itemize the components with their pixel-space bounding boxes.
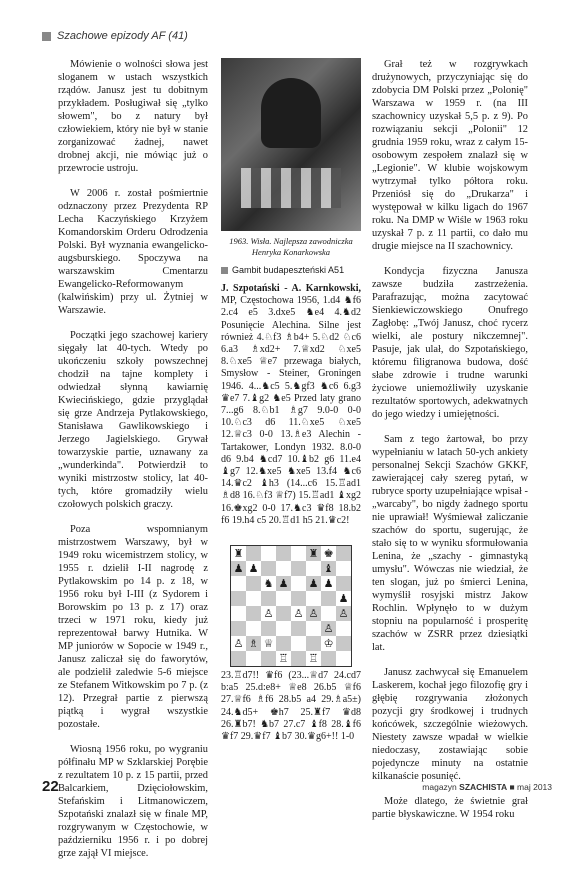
page-number: 22 [42, 778, 59, 795]
board-square: ♖ [278, 652, 289, 665]
paragraph: Sam z tego żartował, bo przy wypełnianiu w latach 50-ych ankiety personalnej Sekcji Szachów GKKF, zawierającej cały szereg pytań, w rubryce sporty uzupełniające wpisał - „warcaby", bo nigdy żadnego sportu nie uprawiał! Wyśmiewał zaliczanie szachów do sportu, sugerując, że stało się to w wyniku sformułowania Lenina, że „szachy - gimnastyką umysłu". Wówczas nie wiedział, że ten slogan, już po śmierci Lenina, wymyślił rosyjski mistrz Jakow Rochlin. Wpłynęło to w dużym stopniu na popularność i prosperitę szachów w ZSRR przez dziesiątki lat. [372, 434, 528, 653]
board-square [291, 621, 306, 636]
board-square [336, 546, 351, 561]
board-square [231, 621, 246, 636]
photo-caption: 1963. Wisła. Najlepsza zawodniczka Henryka Konarkowska [229, 236, 353, 257]
section-title: Szachowe epizody AF (41) [57, 30, 188, 42]
paragraph: Początki jego szachowej kariery sięgały lat 40-tych. Wtedy po ukończeniu szkoły powszechnej chodził na tajne komplety i odwiedzał słynną kawiarnię Kwiecińskiego, gdzie przyglądał się grze Andrzeja Pytlakowskiego, Stanisława Gawlikowskiego i Jerzego Jagielskiego. Grywał towarzyskie partie, uznawany za „wunderkinda". Potwierdził to wyniki mistrzostw stolicy, lat 40-tych, które gromadziły wielu czołowych polskich graczy. [58, 330, 208, 510]
opening-name: Gambit budapeszteński A51 [232, 265, 345, 275]
board-square: ♙ [306, 606, 321, 621]
board-square [306, 561, 321, 576]
board-square: ♙ [321, 621, 336, 636]
chess-diagram [230, 545, 352, 667]
board-square: ♗ [246, 636, 261, 651]
board-square [291, 591, 306, 606]
board-square [291, 636, 306, 651]
board-square [336, 621, 351, 636]
game-notation [221, 283, 361, 527]
board-square [246, 546, 261, 561]
paragraph: Kondycja fizyczna Janusza zawsze budziła zastrzeżenia. Parafrazując, można zacytować Sienkiewiczowskiego Onufrego Zagłobę: „Twój Janusz, choć rycerz wielki, ale postury nikczemnej". Pasuje, jak ulał, do Szpotańskiego, któremu filigranowa budowa, dość słabe zdrowie i trudne warunki życiowe uniemożliwiły uzyskanie rezultatów sportowych, adekwatnych do jego wiedzy i umiejętności. [372, 266, 528, 420]
board-square: ♟ [248, 562, 259, 575]
board-square [291, 561, 306, 576]
board-square [246, 576, 261, 591]
board-square [336, 651, 351, 666]
column-right [372, 58, 528, 833]
board-square [261, 561, 276, 576]
square-bullet-icon [42, 32, 51, 41]
board-square [261, 651, 276, 666]
board-square: ♟ [231, 561, 246, 576]
paragraph: Mówienie o wolności słowa jest sloganem w ustach wszystkich rządów. Janusz jest tu dobitnym przykładem. Posługiwał się „tylko słowem", bo z natury był człowiekiem, który nie był w stanie zorganizować żadnej, nawet drobnej akcji, nie mówiąc już o przewrocie ustroju. [58, 59, 208, 174]
board-square: ♔ [323, 637, 334, 650]
board-square [231, 651, 246, 666]
board-square [276, 591, 291, 606]
magazine-name: SZACHISTA [459, 782, 508, 792]
board-square [321, 651, 336, 666]
board-square [276, 561, 291, 576]
board-square [336, 576, 351, 591]
board-square [321, 606, 336, 621]
board-square: ♟ [338, 592, 349, 605]
board-square [246, 621, 261, 636]
board-square: ♜ [306, 546, 321, 561]
board-square: ♟ [323, 577, 334, 590]
board-square [291, 576, 306, 591]
paragraph: Grał też w rozgrywkach drużynowych, przyczyniając się do zdobycia DM Polski przez „Polonię" Warszawa w 1959 r. (na III szachownicy uzyskał 5,5 p. z 9). Po rozwiązaniu sekcji „Polonii" 12 grudnia 1959 roku, wraz z całym 15-osobowym zespołem znalazł się w „Legionie". W klubie wojskowym wytrzymał tylko półtora roku. Przeniósł się do „Drukarza" i występował w kilku ligach do 1967 roku. Na DMP w Wiśle w 1963 roku uzyskał 7 p. z 11 partii, co dało mu drugie miejsce na II szachownicy. [372, 59, 528, 252]
paragraph: W 2006 r. został pośmiertnie odznaczony przez Prezydenta RP Lecha Kaczyńskiego Krzyżem Komandorskim Orderu Odrodzenia Polski. Był wyznania ewangelicko-augsburskiego. Spoczywa na warszawskim Cmentarzu Ewangelicko-Reformowanym (kalwińskim) przy ul. Żytniej w Warszawie. [58, 188, 208, 316]
board-square: ♙ [263, 607, 274, 620]
board-square [276, 636, 291, 651]
board-square [321, 591, 336, 606]
paragraph: Może dlatego, że świetnie grał partie błyskawiczne. W 1954 roku [372, 796, 528, 820]
magazine-info: magazyn SZACHISTA ■ maj 2013 [422, 782, 552, 792]
board-square [261, 621, 276, 636]
paragraph: Poza wspomnianym mistrzostwem Warszawy, był w 1949 roku wicemistrzem stolicy, w 1955 r. dzielił I-II nagrodę z Pytlakowskim po 14 p. z 18, w 1956 roku był I-III (z Sydorem i Borowskim po 13 p. z 17) oraz trzeci w 1971 roku, kiedy już reprezentował barwy Hutnika. W MP juniorów w Sopocie w 1949 r., Janusz zaliczał się do faworytów, ale podzielił zaledwie 5-6 miejsce ze Stefanem Witkowskim po 7 p. (z 12). Przegrał partie z pierwszą piątką i wygrał wszystkie pozostałe. [58, 524, 208, 730]
photo-chessboard [241, 168, 341, 208]
game-continuation: 23.♖d7!! ♛f6 (23...♕d7 24.cd7 b:a5 25.d:e8+ ♕e8 26.b5 ♕f6 27.♕f6 ♗f6 28.b5 a4 29.♗a5±) 24.♞d5+ ♚h7 25.♜f7 ♛d8 26.♜b7! ♞b7 27.c7 ♝f8 28.♝f6 ♛f7 29.♛f7 ♝b7 30.♛g6+!! 1-0 [221, 670, 361, 743]
board-square [276, 546, 291, 561]
board-square [276, 621, 291, 636]
magazine-prefix: magazyn [422, 782, 460, 792]
column-left [58, 58, 208, 872]
board-square [261, 591, 276, 606]
board-square: ♖ [308, 652, 319, 665]
board-square [246, 591, 261, 606]
board-square [261, 546, 276, 561]
square-bullet-icon [221, 267, 228, 274]
board-square: ♞ [263, 577, 274, 590]
board-square [276, 606, 291, 621]
board-square [231, 606, 246, 621]
board-square [336, 561, 351, 576]
board-square: ♜ [233, 547, 244, 560]
board-square: ♟ [306, 576, 321, 591]
photo-chess-player [221, 58, 361, 231]
paragraph: Janusz zachwycał się Emanuelem Laskerem, kochał jego filozofię gry i głębię rozgrywania złożonych pozycji gry środkowej i trudnych końcówek, szczególnie wieżowych. Niestety zawsze wpadał w wielkie niedoczasy, zostawiając sobie pojedyncze minuty na ostatnie kilkanaście posunięć. [372, 667, 528, 782]
board-square: ♟ [276, 576, 291, 591]
issue-date: maj 2013 [517, 782, 552, 792]
board-square [336, 636, 351, 651]
board-square [306, 621, 321, 636]
board-square: ♕ [263, 637, 274, 650]
board-square [306, 636, 321, 651]
board-square: ♙ [293, 607, 304, 620]
board-square [291, 546, 306, 561]
game-title: J. Szpotański - A. Karnkowski, [221, 283, 361, 294]
photo-figure [261, 78, 321, 148]
section-header [42, 30, 188, 42]
board-square [231, 576, 246, 591]
board-square: ♝ [321, 561, 336, 576]
paragraph: Wiosną 1956 roku, po wygraniu półfinału MP w Szklarskiej Porębie z rezultatem 10 p. z 15 partii, przed Balcarkiem, Dzięciołowskim, Stefańskim i Litmanowiczem, Szpotański znalazł się w finale MP, rozgrywanym w Częstochowie, w październiku 1956 r. i po dobrej grze zajął VI miejsce. [58, 744, 208, 859]
board-square [231, 591, 246, 606]
board-square [291, 651, 306, 666]
board-square: ♙ [336, 606, 351, 621]
opening-label [221, 265, 344, 275]
board-square [246, 651, 261, 666]
board-square: ♙ [233, 637, 244, 650]
board-square: ♚ [323, 547, 334, 560]
game-moves: MP, Częstochowa 1956, 1.d4 ♞f6 2.c4 e5 3.dxe5 ♞e4 4.♞d2 Posunięcie Alechina. Silne jest również 4.♘f3 ♗b4+ 5.♘d2 ♘c6 6.a3 ♗xd2+ 7.♕xd2 ♘xe5 8.♘xe5 ♕e7 przewaga białych, Smysłow - Steiner, Groningen 1946. 4...♞c5 5.♞gf3 ♞c6 6.g3 ♛e7 7.♝g2 ♞e5 Przed laty grano 7...g6 8.♘b1 ♗g7 9.0-0 0-0 10.♘c3 d6 11.♘xe5 ♘xe5 12.♕c3 0-0 13.♗e3 Alechin - Tartakower, Londyn 1932. 8.0-0 d6 9.b4 ♞cd7 10.♝b2 g6 11.e4 ♝g7 12.♞xe5 ♞xe5 13.f4 ♞c6 14.♛c2 ♝h3 (14...c6 15.♖ad1 ♗d8 16.♘f3 ♕f7) 15.♖ad1 ♝xg2 16.♚xg2 0-0 17.♞c3 ♛f8 18.b2 f6 19.h4 c5 20.♖d1 h5 21.♛c2! [221, 295, 361, 526]
board-square [246, 606, 261, 621]
board-square [306, 591, 321, 606]
